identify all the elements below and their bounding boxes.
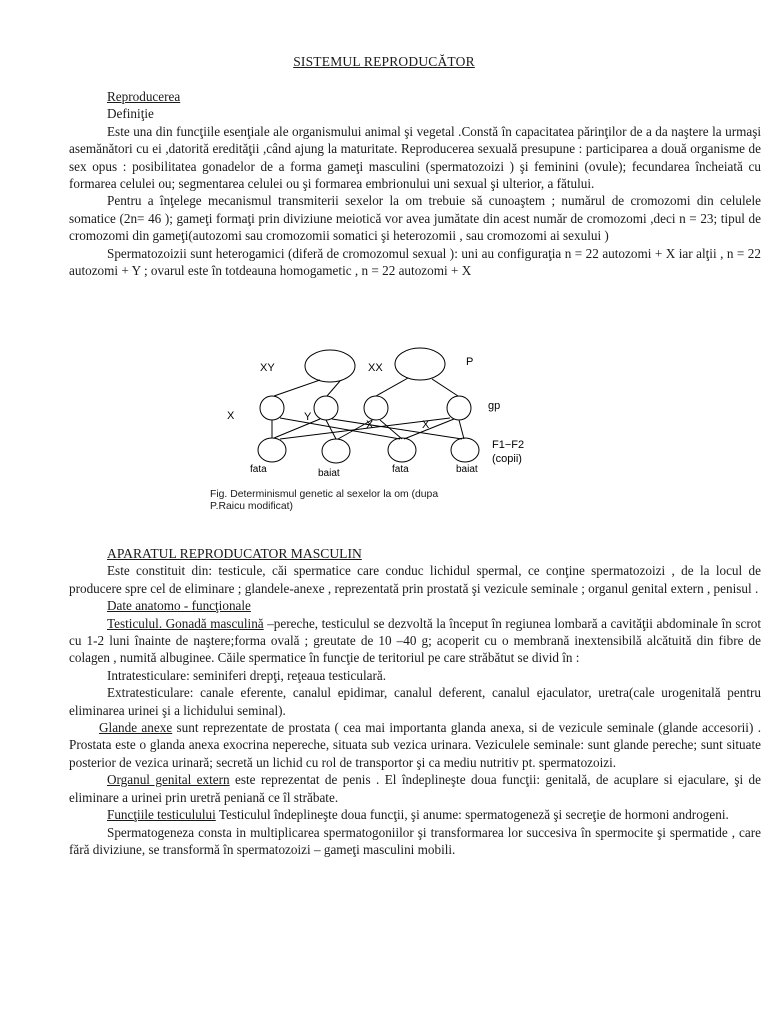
gamete-x-female-1 [364, 396, 388, 420]
label-x-mid1: X [366, 419, 374, 431]
child-circle-1 [258, 438, 286, 462]
label-gp: gp [488, 400, 501, 412]
testiculul-label: Testiculul. Gonadă masculină [107, 615, 264, 631]
child-circle-4 [451, 438, 479, 462]
functiile-label: Funcţiile testiculului [107, 807, 216, 823]
label-xx: XX [368, 362, 383, 374]
label-x-mid2: X [422, 419, 430, 431]
section-reproducerea [69, 88, 761, 279]
child-circle-3 [388, 438, 416, 462]
glande-text: sunt reprezentate de prostata ( cea mai importanta glanda anexa, si de vezicule seminale (glande accesorii) . Prostata este o glanda anexa exocrina nepereche, situata sub vezica urinara. Veziculele seminale: sunt glande pereche; sunt situate posterior de vezica urinară; secretă un lichid cu rol de transportor şi ca mediu nutritiv pt. spermatozoizi. [69, 720, 761, 770]
gamete-x-male [260, 396, 284, 420]
child-label-3: fata [392, 464, 409, 475]
paragraph-extratesticulare: Extratesticulare: canale eferente, canalul epidimar, canalul deferent, canalul ejaculator, uretra(cale urogenitală pentru eliminarea urinei şi a lichidului seminal). [69, 685, 761, 718]
gamete-x-female-2 [447, 396, 471, 420]
testiculul-text: –pereche, testiculul se dezvoltă la început în regiunea lombară a cavităţii abdominale în scrot cu 1-2 luni înainte de naştere;forma ovală ; greutate de 10 –40 g; acoperit cu o membrană inextensibilă alcătuită din fibre de colagen , numită albuginee. Căile spermatice în funcţie de teritoriul pe care străbătut se divid în : [69, 615, 761, 666]
organul-text: este reprezentat de penis . El îndeplineşte doua funcţii: genitală, de acuplare si ejaculare, şi de eliminare a urinei prin uretră peniană ce îl străbate. [69, 772, 761, 805]
page-title: SISTEMUL REPRODUCĂTOR [293, 54, 475, 69]
section-aparatul-masculin [69, 545, 761, 858]
paragraph-glande-anexe [69, 719, 761, 771]
subheading-date-anatomo: Date anatomo - funcţionale [107, 598, 251, 614]
parent-male-circle [305, 350, 355, 382]
child-label-4: baiat [456, 464, 478, 475]
paragraph-intratesticulare: Intratesticulare: seminiferi drepţi, reţeaua testiculară. [107, 667, 386, 683]
label-f1f2: F1−F2 [492, 439, 525, 451]
paragraph-testiculul [69, 615, 761, 667]
child-circle-2 [322, 439, 350, 463]
glande-label: Glande anexe [99, 720, 173, 736]
label-y: Y [304, 411, 312, 423]
label-xy: XY [260, 362, 275, 374]
parent-female-circle [395, 348, 445, 380]
paragraph-spermatozoizi: Spermatozoizii sunt heterogamici (diferă de cromozomul sexual ): uni au configuraţia n = 22 autozomi + X iar alţii , n = 22 autozomi + Y ; ovarul este în totdeauna homogametic , n = 22 autozomi + X [69, 245, 761, 279]
label-copii: (copii) [492, 453, 522, 465]
paragraph-mecanism: Pentru a înţelege mecanismul transmiterii sexelor la om trebuie să cunoaştem ; numărul de cromozomi din celulele somatice (2n= 46 ); gameţi formaţi prin diviziune meiotică vor avea jumătate din acest număr de cromozomi ,deci n = 23; tipul de cromozomi din gameţi(autozomi sau cromozomii somatici şi heterozomii , sau cromozomi ai sexului ) [69, 193, 761, 244]
caption-line-1: Fig. Determinismul genetic al sexelor la om (dupa [210, 489, 439, 500]
label-x-left: X [227, 410, 235, 422]
paragraph-organul-genital [69, 771, 761, 806]
organul-label: Organul genital extern [107, 772, 230, 788]
gamete-y-male [314, 396, 338, 420]
label-p: P [466, 356, 474, 368]
paragraph-definitie: Este una din funcţiile esenţiale ale organismului animal şi vegetal .Constă în capacitatea părinţilor de a da naştere la urmaşi asemănători cu ei ,datorită eredităţii ,când ajung la maturitate. Reproducerea sexuală presupune : participarea a două organisme de sex opus : posibilitatea gonadelor de a forma gameţi masculini (spermatozoizi ) şi feminini (ovule); fecundarea încheiată cu formarea celulei ou; segmentarea celulei ou şi formarea embrionului uni sexual şi ulterior, a fătului. [69, 123, 761, 192]
child-label-1: fata [250, 464, 267, 475]
functiile-text: Testiculul îndeplineşte doua funcţii, şi anume: spermatogeneză şi secreţie de hormoni androgeni. [215, 807, 729, 823]
child-label-2: baiat [318, 468, 340, 479]
subheading-definitie: Definiţie [107, 106, 154, 122]
figure-caption [210, 489, 530, 513]
paragraph-constituit: Este constituit din: testicule, căi spermatice care conduc lichidul spermal, ce conţine spermatozoizi , de la locul de producere spre cel de eliminare ; glandele-anexe , reprezentată prin prostată şi vezicule seminale ; organul genital extern , penisul . [69, 563, 761, 596]
heading-reproducerea: Reproducerea [107, 89, 181, 104]
paragraph-functiile [69, 806, 761, 823]
heading-aparatul-masculin: APARATUL REPRODUCATOR MASCULIN [107, 546, 362, 561]
paragraph-spermatogeneza: Spermatogeneza consta in multiplicarea spermatogoniilor şi transformarea lor succesiva în spermocite şi spermatide , care fără diviziune, se transformă în spermatozoizi – gameţi masculini mobili. [69, 824, 761, 857]
caption-line-2: P.Raicu modificat) [210, 501, 293, 512]
